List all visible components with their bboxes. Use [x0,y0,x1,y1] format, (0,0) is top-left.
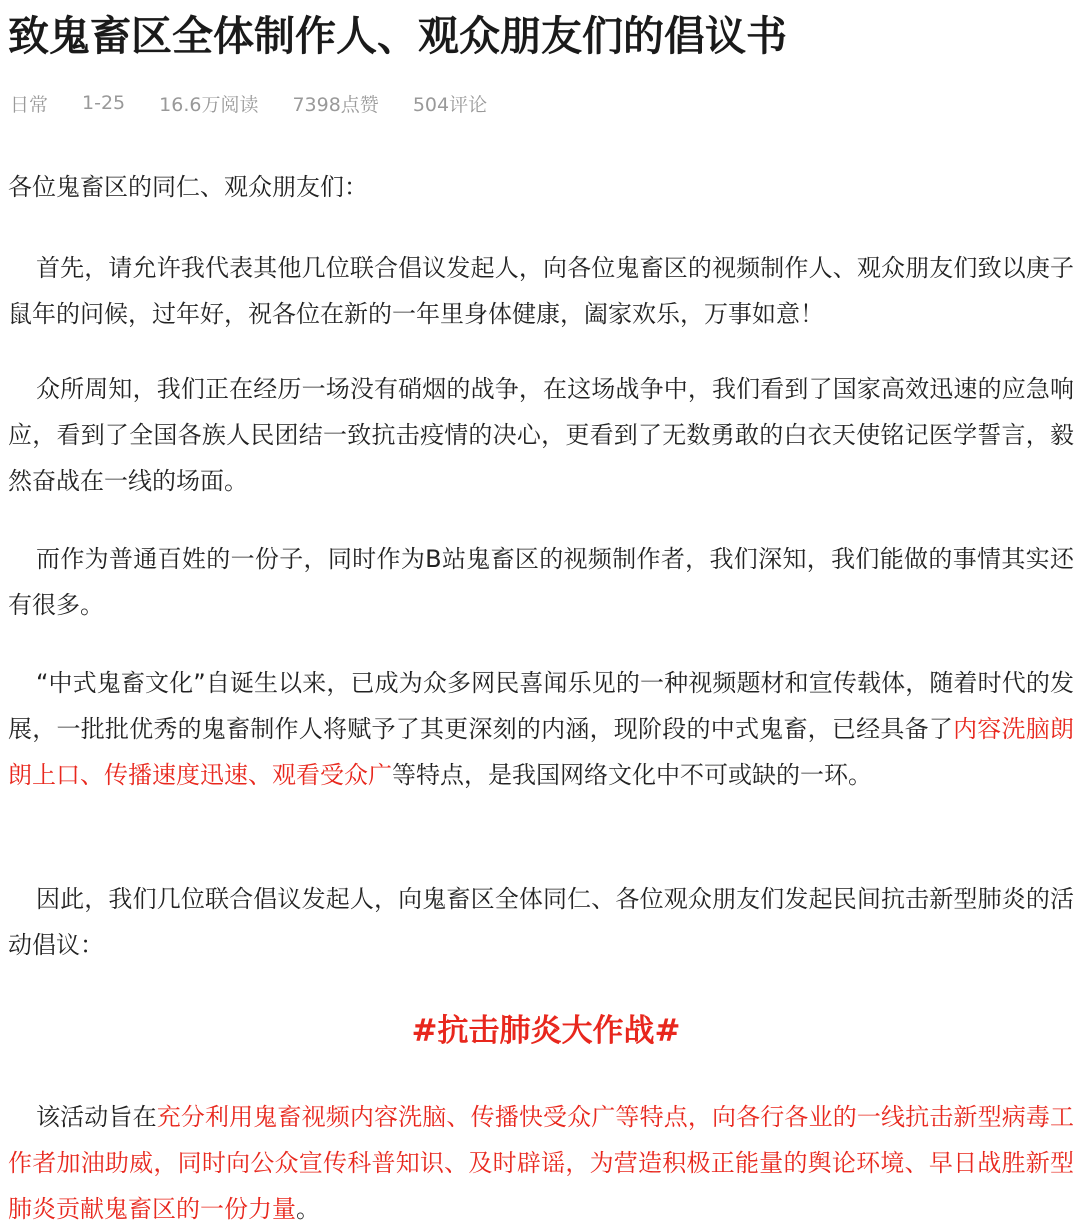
paragraph-6-highlight: 充分利用鬼畜视频内容洗脑、传播快受众广等特点，向各行各业的一线抗击新型病毒工作者加油助威，同时向公众宣传科普知识、及时辟谣，为营造积极正能量的舆论环境、早日战胜新型肺炎贡献鬼畜区的一份力量 [8,1103,1075,1223]
greeting: 各位鬼畜区的同仁、观众朋友们： [8,173,368,201]
meta-comments: 504评论 [412,93,488,116]
article-title: 致鬼畜区全体制作人、观众朋友们的倡议书 [8,12,787,60]
paragraph-6-text: 该活动旨在 [36,1103,157,1131]
meta-likes: 7398点赞 [292,93,379,116]
paragraph-3: 而作为普通百姓的一份子，同时作为B站鬼畜区的视频制作者，我们深知，我们能做的事情其实还有很多。 [8,545,1074,619]
meta-category[interactable]: 日常 [10,93,49,116]
paragraph-6-text-end: 。 [296,1195,320,1223]
paragraph-4-text: “中式鬼畜文化”自诞生以来，已成为众多网民喜闻乐见的一种视频题材和宣传载体，随着时代的发展，一批批优秀的鬼畜制作人将赋予了其更深刻的内涵，现阶段的中式鬼畜，已经具备了 [8,669,1074,743]
paragraph-4-highlight: 内容洗脑朗朗上口、传播速度迅速、观看受众广 [8,715,1075,789]
campaign-hashtag: #抗击肺炎大作战# [411,1013,681,1049]
paragraph-6 [8,1094,1074,1232]
paragraph-2: 众所周知，我们正在经历一场没有硝烟的战争，在这场战争中，我们看到了国家高效迅速的应急响应，看到了全国各族人民团结一致抗击疫情的决心，更看到了无数勇敢的白衣天使铭记医学誓言，毅然奋战在一线的场面。 [8,375,1074,495]
meta-reads: 16.6万阅读 [159,93,259,116]
paragraph-1: 首先，请允许我代表其他几位联合倡议发起人，向各位鬼畜区的视频制作人、观众朋友们致以庚子鼠年的问候，过年好，祝各位在新的一年里身体健康，阖家欢乐，万事如意！ [8,254,1074,328]
paragraph-5: 因此，我们几位联合倡议发起人，向鬼畜区全体同仁、各位观众朋友们发起民间抗击新型肺炎的活动倡议： [8,885,1074,959]
paragraph-4 [8,660,1074,798]
article-meta [10,88,521,118]
paragraph-4-text-end: 等特点，是我国网络文化中不可或缺的一环。 [392,761,872,789]
meta-date: 1-25 [82,92,126,114]
